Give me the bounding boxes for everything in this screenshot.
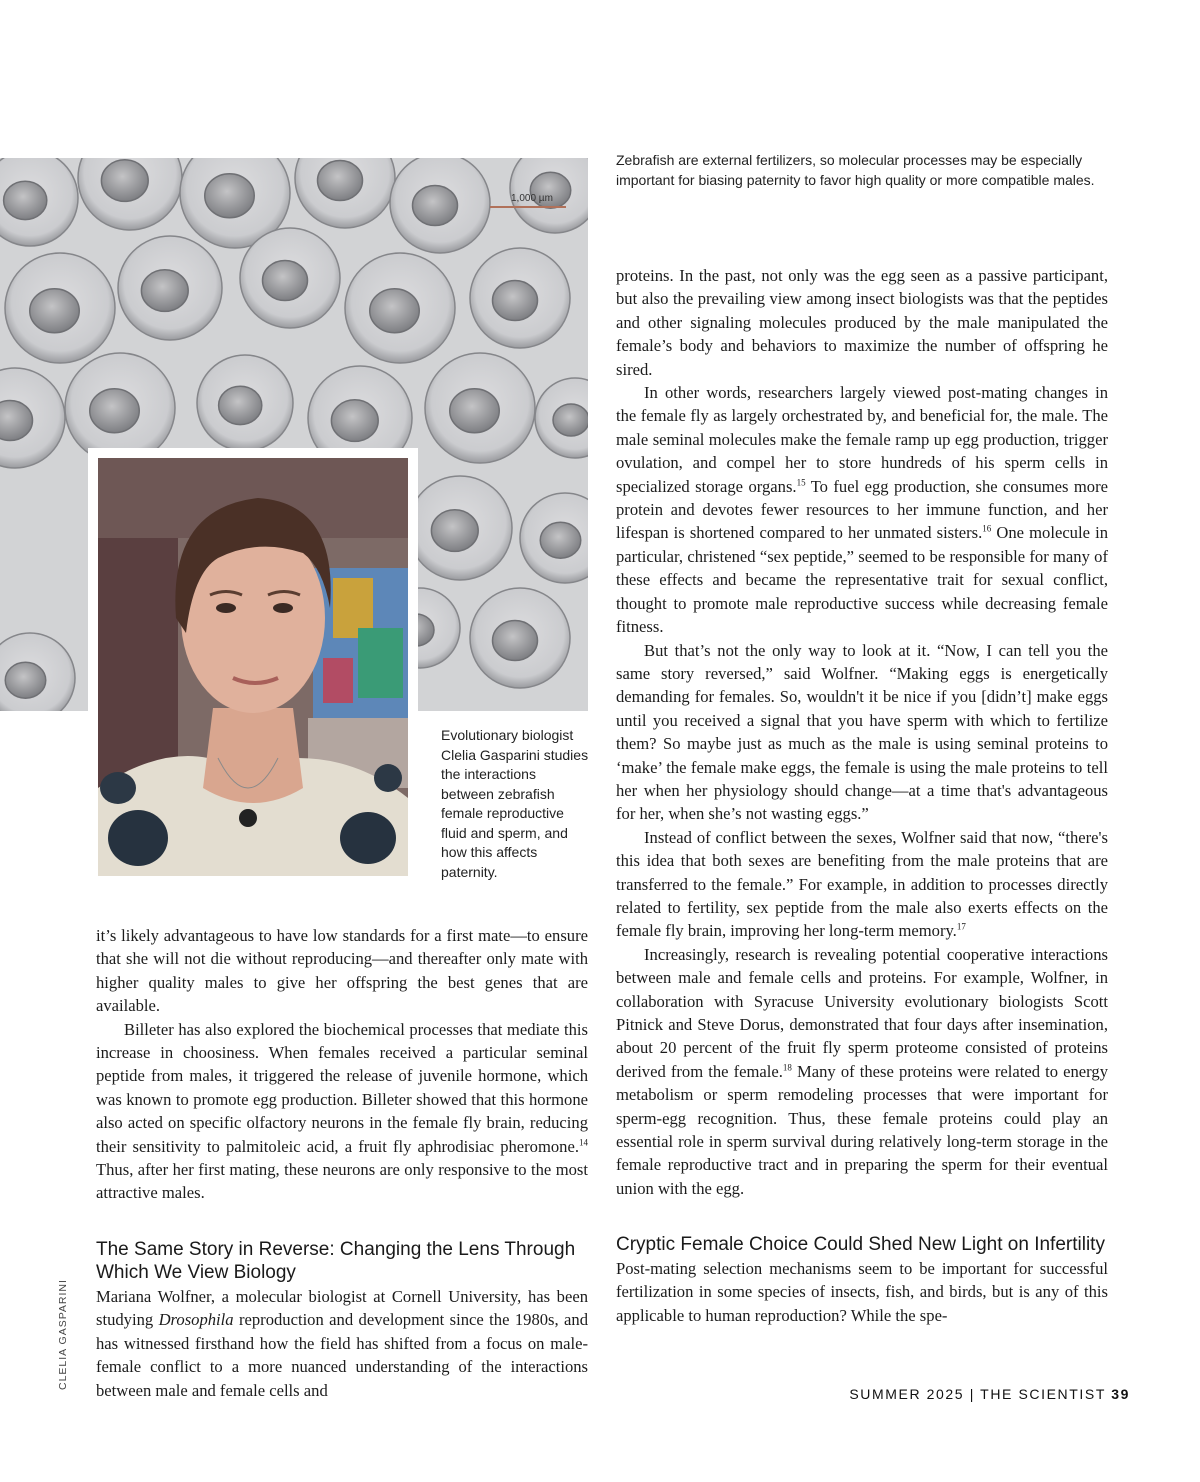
zebrafish-embryo-yolk xyxy=(450,389,500,433)
zebrafish-embryo-yolk xyxy=(493,281,538,321)
right-paragraph-6: Post-mating selection mechanisms seem to be important for successful fertilization in some species of insects, fish, and birds, but is any of this applicable to human reproduction? While the spe- xyxy=(616,1258,1108,1325)
reference-17: 17 xyxy=(956,921,966,932)
zebrafish-embryo-yolk xyxy=(5,662,46,698)
reference-14: 14 xyxy=(579,1137,588,1148)
zebrafish-embryo-yolk xyxy=(540,522,581,558)
zebrafish-embryo-yolk xyxy=(431,510,478,552)
right-paragraph-4: Instead of conflict between the sexes, Wolfner said that now, “there's this idea that both sexes are benefiting from the male proteins that are transferred to the female.” For example, in addition to processes directly related to fertility, sex peptide from the male also exerts effects on the female fly brain, improving her long-term memory.$^{17}$ xyxy=(616,827,1108,941)
zebrafish-embryo-yolk xyxy=(370,289,420,333)
right-paragraph-1: proteins. In the past, not only was the egg seen as a passive participant, but also the prevailing view among insect biologists was that the peptides and other signaling molecules produced by the male manipulated the female’s body and behaviors to maximize the number of offspring he sired. xyxy=(616,266,1108,379)
zebrafish-embryo-yolk xyxy=(493,621,538,661)
zebrafish-embryo-yolk xyxy=(263,261,308,301)
zebrafish-embryo-yolk xyxy=(101,160,148,202)
scale-bar xyxy=(490,206,566,208)
zebrafish-embryo-yolk xyxy=(553,404,588,436)
zebrafish-embryo-yolk xyxy=(413,186,458,226)
right-paragraph-3: But that’s not the only way to look at it. “Now, I can tell you the same story reversed,” said Wolfner. “Making eggs is energetically demanding for females. So, wouldn't it be nice if you [didn’t] make eggs until you received a signal that you have sperm with which to fertilize them? So maybe just as much as the male is using seminal proteins to ‘make’ the female make eggs, the female is using the male proteins to tell her when her physiology should change—at a time that's advantageous for her, when she’s not wasting eggs.” xyxy=(616,640,1108,824)
zebrafish-caption: Zebrafish are external fertilizers, so molecular processes may be especially important for biasing paternity to favor high quality or more compatible males. xyxy=(616,152,1095,188)
portrait-caption: Evolutionary biologist Clelia Gasparini studies the interactions between zebrafish female reproductive fluid and sperm, and how this affects paternity. xyxy=(441,727,589,880)
page-footer xyxy=(0,1386,1130,1406)
zebrafish-embryo-yolk xyxy=(318,161,363,201)
section-heading-reverse: The Same Story in Reverse: Changing the Lens Through Which We View Biology xyxy=(96,1238,576,1284)
issue-label: SUMMER 2025 | THE SCIENTIST xyxy=(849,1386,1112,1402)
portrait-photo-frame xyxy=(88,448,418,886)
reference-18: 18 xyxy=(782,1062,792,1073)
left-paragraph-1: it’s likely advantageous to have low standards for a first mate—to ensure that she will not die without reproducing—and thereafter only mate with higher quality males to give her offspring the best genes that are available. xyxy=(96,926,588,1016)
right-paragraph-2: In other words, researchers largely viewed post-mating changes in the female fly as largely orchestrated by, and beneficial for, the male. The male seminal molecules make the female ramp up egg production, trigger ovulation, and compel her to store hundreds of his sperm cells in specialized storage organs.$^{15}$ To fuel egg production, she consumes more protein and devotes fewer resources to her immune function, and her lifespan is shortened compared to her unmated sisters.$^{16}$ One molecule in particular, christened “sex peptide,” seemed to be responsible for many of these effects and became the representative trait for sexual conflict, thought to promote male reproductive success while decreasing female fitness. xyxy=(616,383,1108,637)
left-column xyxy=(96,924,588,1402)
right-column xyxy=(616,264,1108,1327)
zebrafish-embryo-yolk xyxy=(4,181,47,219)
photo-credit: CLELIA GASPARINI xyxy=(57,1279,69,1390)
zebrafish-embryo-yolk xyxy=(219,386,262,424)
reference-15: 15 xyxy=(796,477,806,488)
section-heading-infertility: Cryptic Female Choice Could Shed New Light on Infertility xyxy=(616,1234,1105,1256)
reference-16: 16 xyxy=(982,523,992,534)
right-paragraph-5: Increasingly, research is revealing potential cooperative interactions between male and female cells and proteins. For example, Wolfner, in collaboration with Syracuse University evolutionary biologists Scott Pitnick and Steve Dorus, demonstrated that four days after insemination, about 20 percent of the fruit fly sperm proteome consisted of proteins derived from the female.$^{18}$ Many of these proteins were related to energy metabolism or sperm remodeling processes that were important for sperm-egg recognition. Thus, these female proteins could play an essential role in sperm survival during relatively long-term storage in the female reproductive tract and in preparing the sperm for their eventual union with the egg. xyxy=(616,944,1108,1198)
zebrafish-embryo-yolk xyxy=(30,289,80,333)
zebrafish-embryo-yolk xyxy=(141,270,188,312)
portrait-photo xyxy=(98,458,408,876)
zebrafish-embryo-yolk xyxy=(331,400,378,442)
zebrafish-embryo-yolk xyxy=(90,389,140,433)
left-paragraph-3: Mariana Wolfner, a molecular biologist at Cornell University, has been studying Drosophila reproduction and development since the 1980s, and has witnessed firsthand how the field has shifted from a focus on male-female conflict to a more nuanced understanding of the interactions between male and female cells and xyxy=(96,1286,589,1400)
scale-bar-label: 1,000 µm xyxy=(511,193,553,204)
left-paragraph-2: Billeter has also explored the biochemical processes that mediate this increase in choosiness. When females received a particular seminal peptide from males, it triggered the release of juvenile hormone, which was known to promote egg production. Billeter showed that this hormone also acted on specific olfactory neurons in the female fly brain, reducing their sensitivity to palmitoleic acid, a fruit fly aphrodisiac pheromone.$^{14}$ Thus, after her first mating, these neurons are only responsive to the most attractive males. xyxy=(96,1019,588,1203)
page-number: 39 xyxy=(1111,1386,1130,1402)
zebrafish-embryo-yolk xyxy=(205,174,255,218)
